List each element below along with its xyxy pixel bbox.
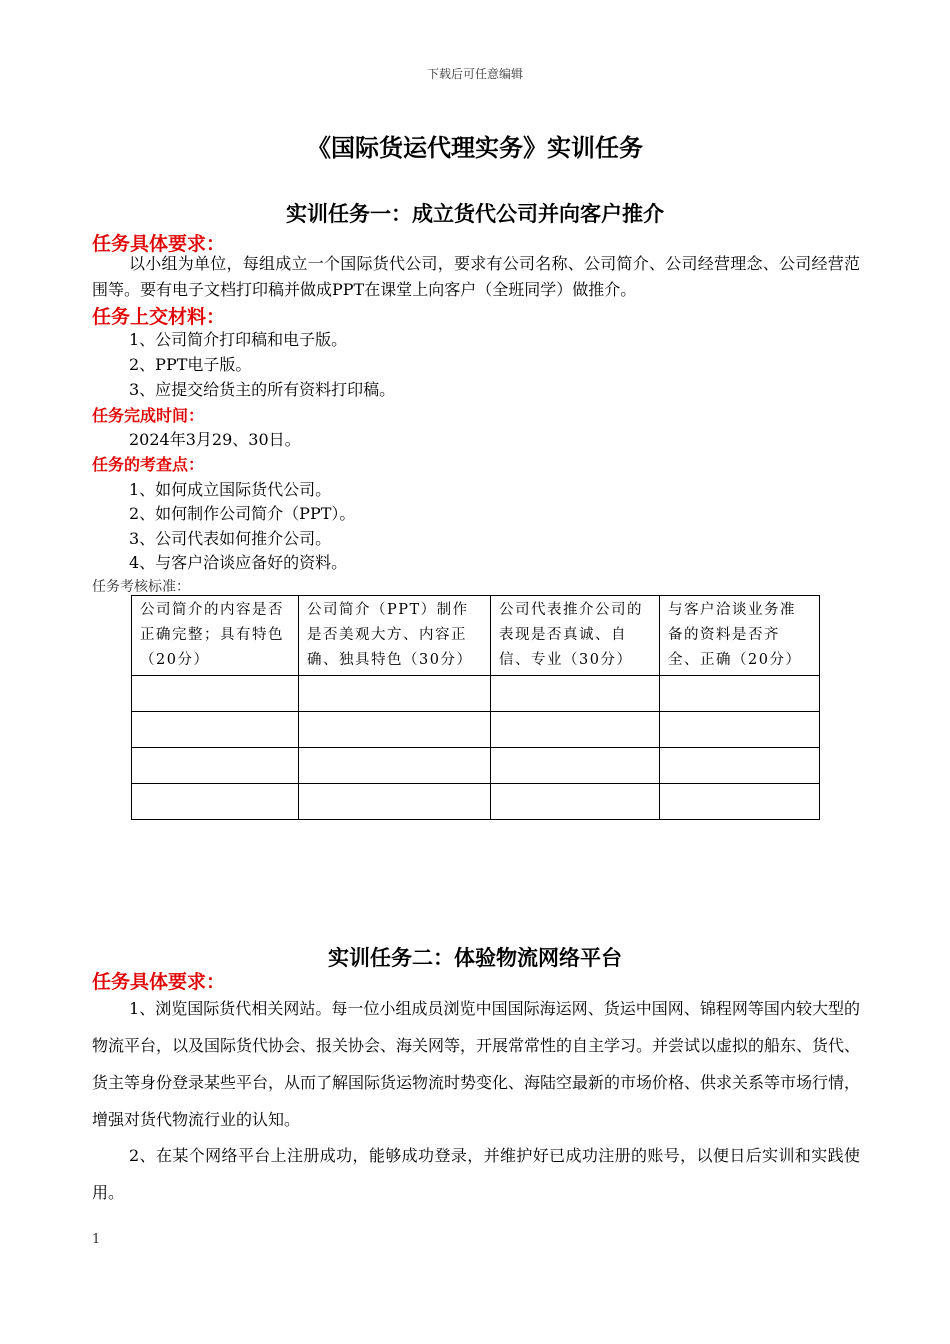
task2-paragraph: 1、浏览国际货代相关网站。每一位小组成员浏览中国国际海运网、货运中国网、锦程网等国内较大型的物流平台，以及国际货代协会、报关协会、海关网等，开展常常性的自主学习。并尝试以虚拟的船东、货代、货主等身份登录某些平台，从而了解国际货运物流时势变化、海陆空最新的市场价格、供求关系等市场行情，增强对货代物流行业的认知。 (92, 999, 861, 1129)
table-row (132, 676, 820, 712)
task1-check-item: 4、与客户洽谈应备好的资料。 (129, 553, 348, 572)
task1-title: 实训任务一：成立货代公司并向客户推介 (286, 201, 664, 226)
table-cell (299, 712, 491, 748)
table-cell (132, 748, 299, 784)
criteria-header-cell: 与客户洽谈业务准备的资料是否齐全、正确（20分） (660, 596, 820, 676)
table-cell (660, 712, 820, 748)
task1-check-item: 1、如何成立国际货代公司。 (129, 480, 332, 499)
task1-check-heading: 任务的考查点： (92, 455, 205, 474)
criteria-header-row (132, 596, 820, 676)
task1-requirements-text: 以小组为单位，每组成立一个国际货代公司，要求有公司名称、公司简介、公司经营理念、公司经营范围等。要有电子文档打印稿并做成PPT在课堂上向客户（全班同学）做推介。 (92, 254, 860, 299)
task2-title: 实训任务二：体验物流网络平台 (328, 945, 622, 970)
task1-material-item: 1、公司简介打印稿和电子版。 (129, 330, 348, 349)
table-cell (491, 712, 660, 748)
table-cell (132, 712, 299, 748)
task1-check-item: 3、公司代表如何推介公司。 (129, 529, 332, 548)
criteria-table (131, 595, 820, 820)
task1-requirements-heading: 任务具体要求： (92, 233, 226, 255)
table-cell (660, 676, 820, 712)
task2-paragraph: 2、在某个网络平台上注册成功，能够成功登录，并维护好已成功注册的账号，以便日后实训和实践使用。 (92, 1146, 860, 1202)
table-row (132, 712, 820, 748)
criteria-label: 任务考核标准： (92, 579, 190, 595)
task1-time-heading: 任务完成时间： (92, 406, 205, 425)
criteria-header-cell: 公司简介（PPT）制作是否美观大方、内容正确、独具特色（30分） (299, 596, 491, 676)
task1-time-text: 2024年3月29、30日。 (129, 430, 301, 449)
task1-material-item: 2、PPT电子版。 (129, 355, 252, 374)
table-cell (132, 784, 299, 820)
document-title: 《国际货运代理实务》实训任务 (307, 133, 643, 162)
table-row (132, 748, 820, 784)
table-cell (491, 748, 660, 784)
criteria-header-cell: 公司代表推介公司的表现是否真诚、自信、专业（30分） (491, 596, 660, 676)
table-cell (299, 748, 491, 784)
table-cell (299, 784, 491, 820)
criteria-header-cell: 公司简介的内容是否正确完整；具有特色（20分） (132, 596, 299, 676)
task1-materials-heading: 任务上交材料： (92, 306, 226, 328)
task2-requirements-heading: 任务具体要求： (92, 971, 226, 993)
page-header-note: 下载后可任意编辑 (426, 67, 523, 81)
table-cell (491, 784, 660, 820)
table-cell (660, 748, 820, 784)
table-cell (132, 676, 299, 712)
table-row (132, 784, 820, 820)
task1-material-item: 3、应提交给货主的所有资料打印稿。 (129, 380, 396, 399)
table-cell (299, 676, 491, 712)
page-number: 1 (92, 1232, 101, 1247)
task1-check-item: 2、如何制作公司简介（PPT）。 (129, 504, 356, 523)
table-cell (660, 784, 820, 820)
table-cell (491, 676, 660, 712)
